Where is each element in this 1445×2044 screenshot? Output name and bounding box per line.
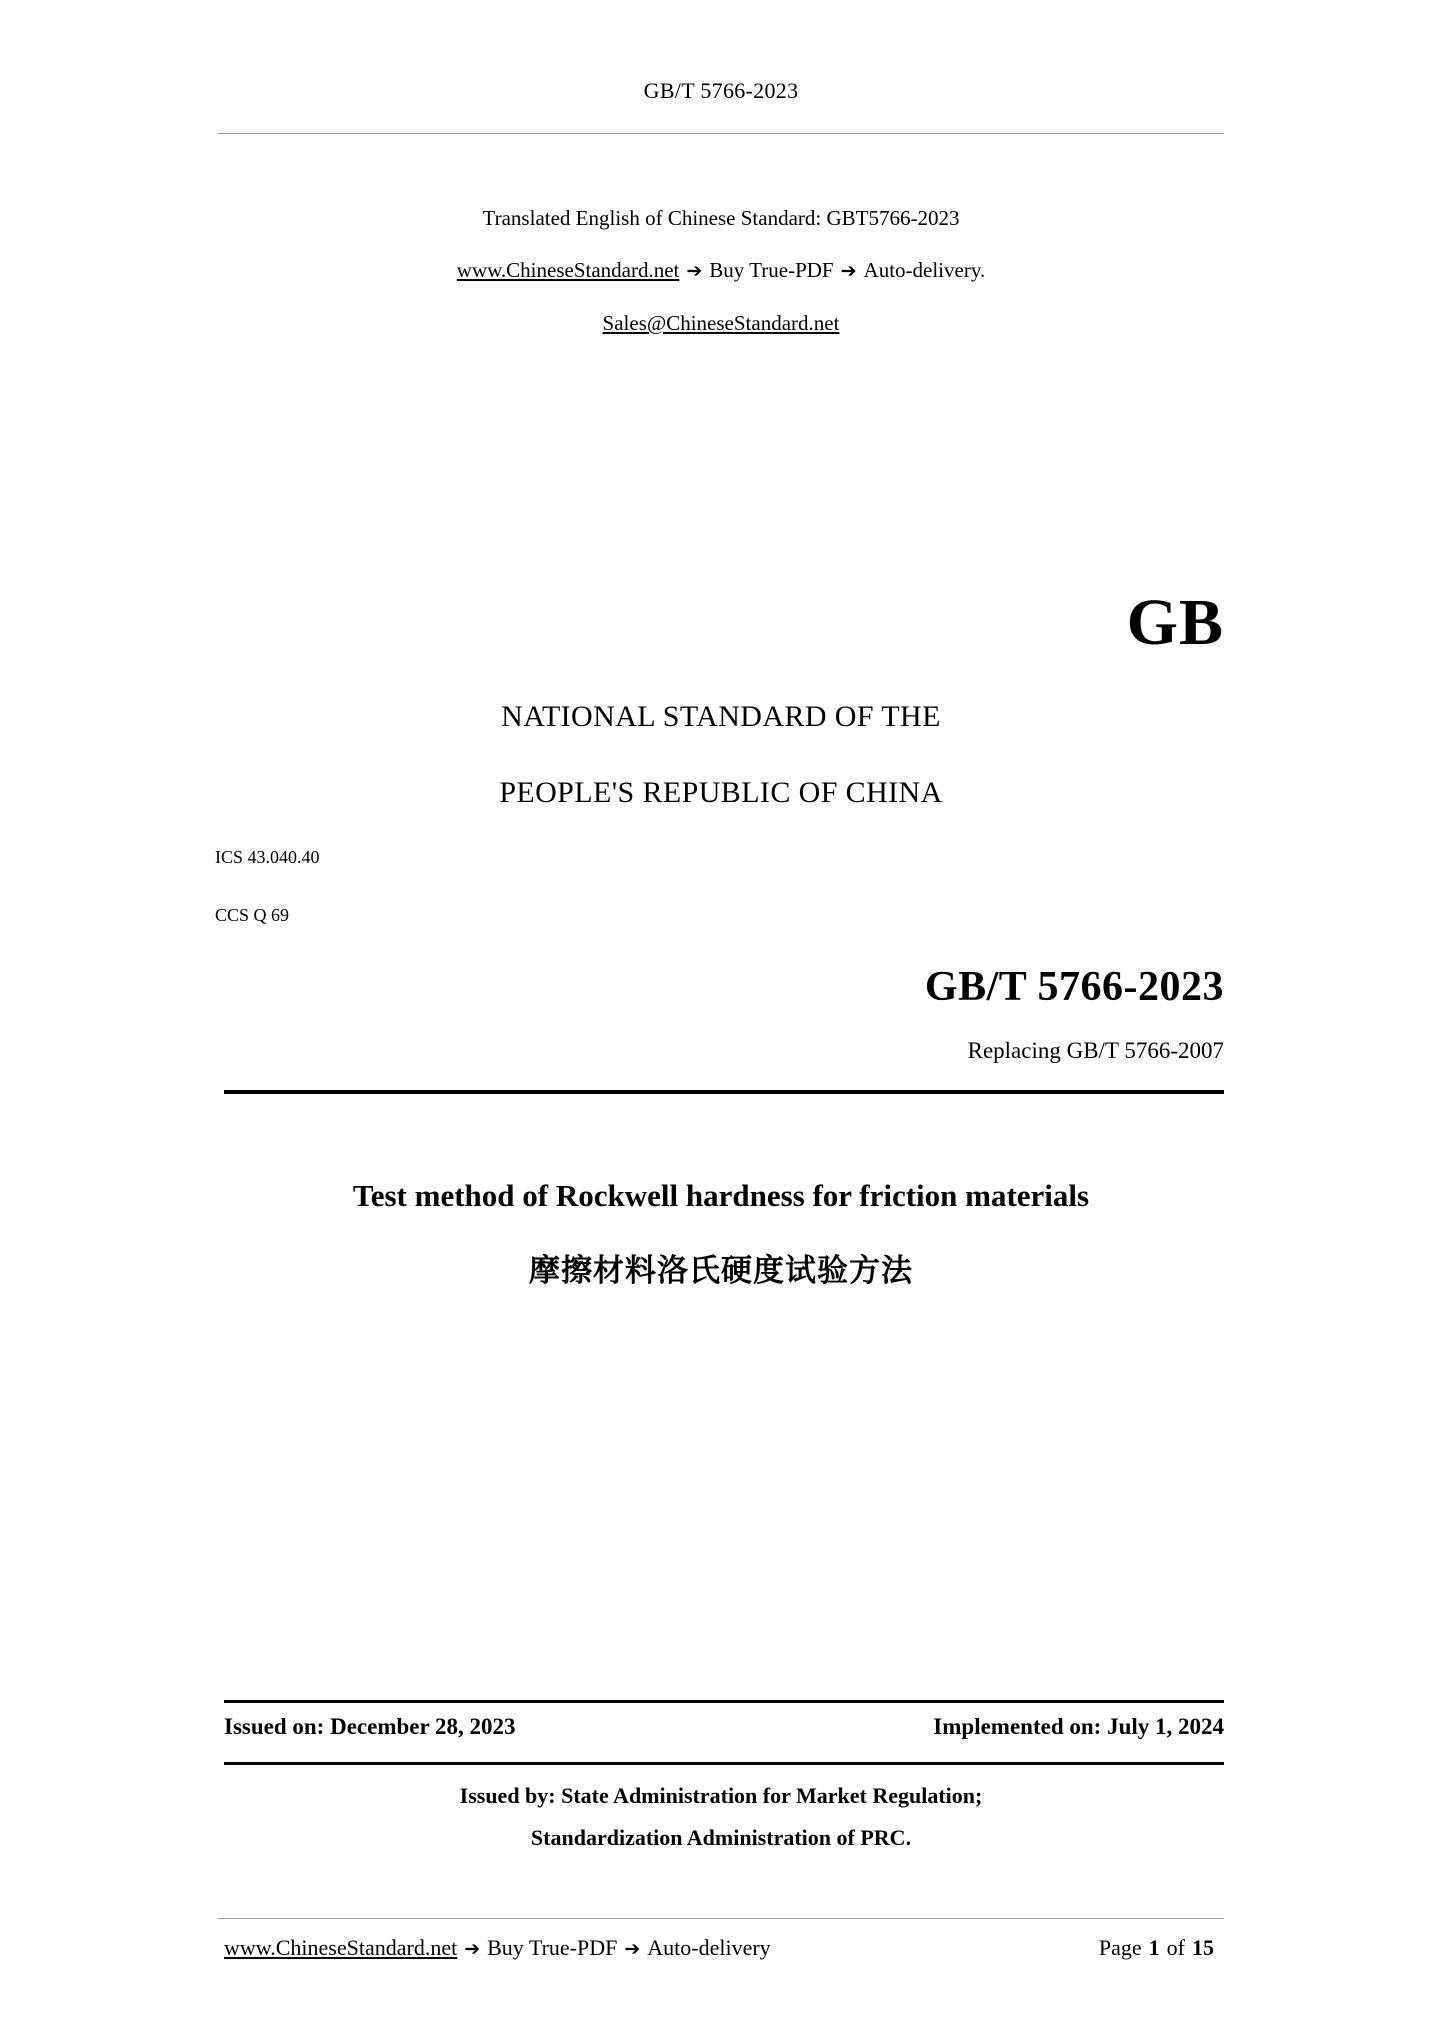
issue-divider-top: [224, 1700, 1224, 1703]
issue-divider-bottom: [224, 1762, 1224, 1765]
ics-code: ICS 43.040.40: [215, 847, 320, 867]
issuing-authority-line-2: Standardization Administration of PRC.: [530, 1825, 912, 1850]
footer-arrow-icon-2: ➔: [624, 1938, 641, 1960]
auto-delivery-text: Auto-delivery.: [863, 258, 986, 282]
page-header-code: GB/T 5766-2023: [643, 78, 799, 103]
document-title-english: Test method of Rockwell hardness for friction materials: [352, 1178, 1090, 1213]
footer-buy-text: Buy True-PDF: [487, 1935, 618, 1960]
national-standard-line-2: PEOPLE'S REPUBLIC OF CHINA: [499, 776, 943, 809]
header-divider: [218, 133, 1224, 134]
page-indicator: [1099, 1935, 1224, 1961]
issued-on-text: Issued on: December 28, 2023: [224, 1714, 516, 1739]
page-footer: [218, 1935, 1224, 1961]
document-title-chinese: 摩擦材料洛氏硬度试验方法: [529, 1253, 913, 1289]
standard-number: GB/T 5766-2023: [924, 964, 1224, 1010]
replacing-standard: Replacing GB/T 5766-2007: [967, 1038, 1224, 1063]
page-number: 1: [1148, 1935, 1160, 1960]
chinesestandard-link[interactable]: www.ChineseStandard.net: [456, 258, 680, 282]
promo-translated-line: Translated English of Chinese Standard: GBT5766-2023: [482, 206, 960, 230]
issue-implement-row: [224, 1714, 1224, 1740]
title-divider: [224, 1090, 1224, 1094]
footer-divider: [218, 1918, 1224, 1919]
implemented-on-text: Implemented on: July 1, 2024: [933, 1714, 1224, 1739]
buy-true-pdf-text: Buy True-PDF: [709, 258, 834, 282]
of-label: of: [1166, 1935, 1185, 1960]
arrow-icon: ➔: [686, 260, 703, 282]
promo-email-line: [218, 297, 1224, 349]
ccs-code: CCS Q 69: [215, 905, 290, 925]
footer-chinesestandard-link[interactable]: www.ChineseStandard.net: [224, 1935, 458, 1960]
page-label: Page: [1098, 1935, 1142, 1960]
footer-delivery-text: Auto-delivery: [647, 1935, 771, 1960]
sales-email-link[interactable]: Sales@ChineseStandard.net: [602, 311, 840, 335]
page-total: 15: [1192, 1935, 1214, 1960]
issuing-authority: [218, 1775, 1224, 1859]
arrow-icon-2: ➔: [840, 260, 857, 282]
footer-promo: [218, 1935, 1099, 1961]
footer-arrow-icon: ➔: [464, 1938, 481, 1960]
promo-purchase-line: [218, 244, 1224, 297]
issuing-authority-line-1: Issued by: State Administration for Market Regulation;: [459, 1783, 983, 1808]
promo-block: [218, 192, 1224, 349]
national-standard-line-1: NATIONAL STANDARD OF THE: [501, 700, 941, 733]
gb-emblem-text: GB: [1126, 586, 1224, 659]
